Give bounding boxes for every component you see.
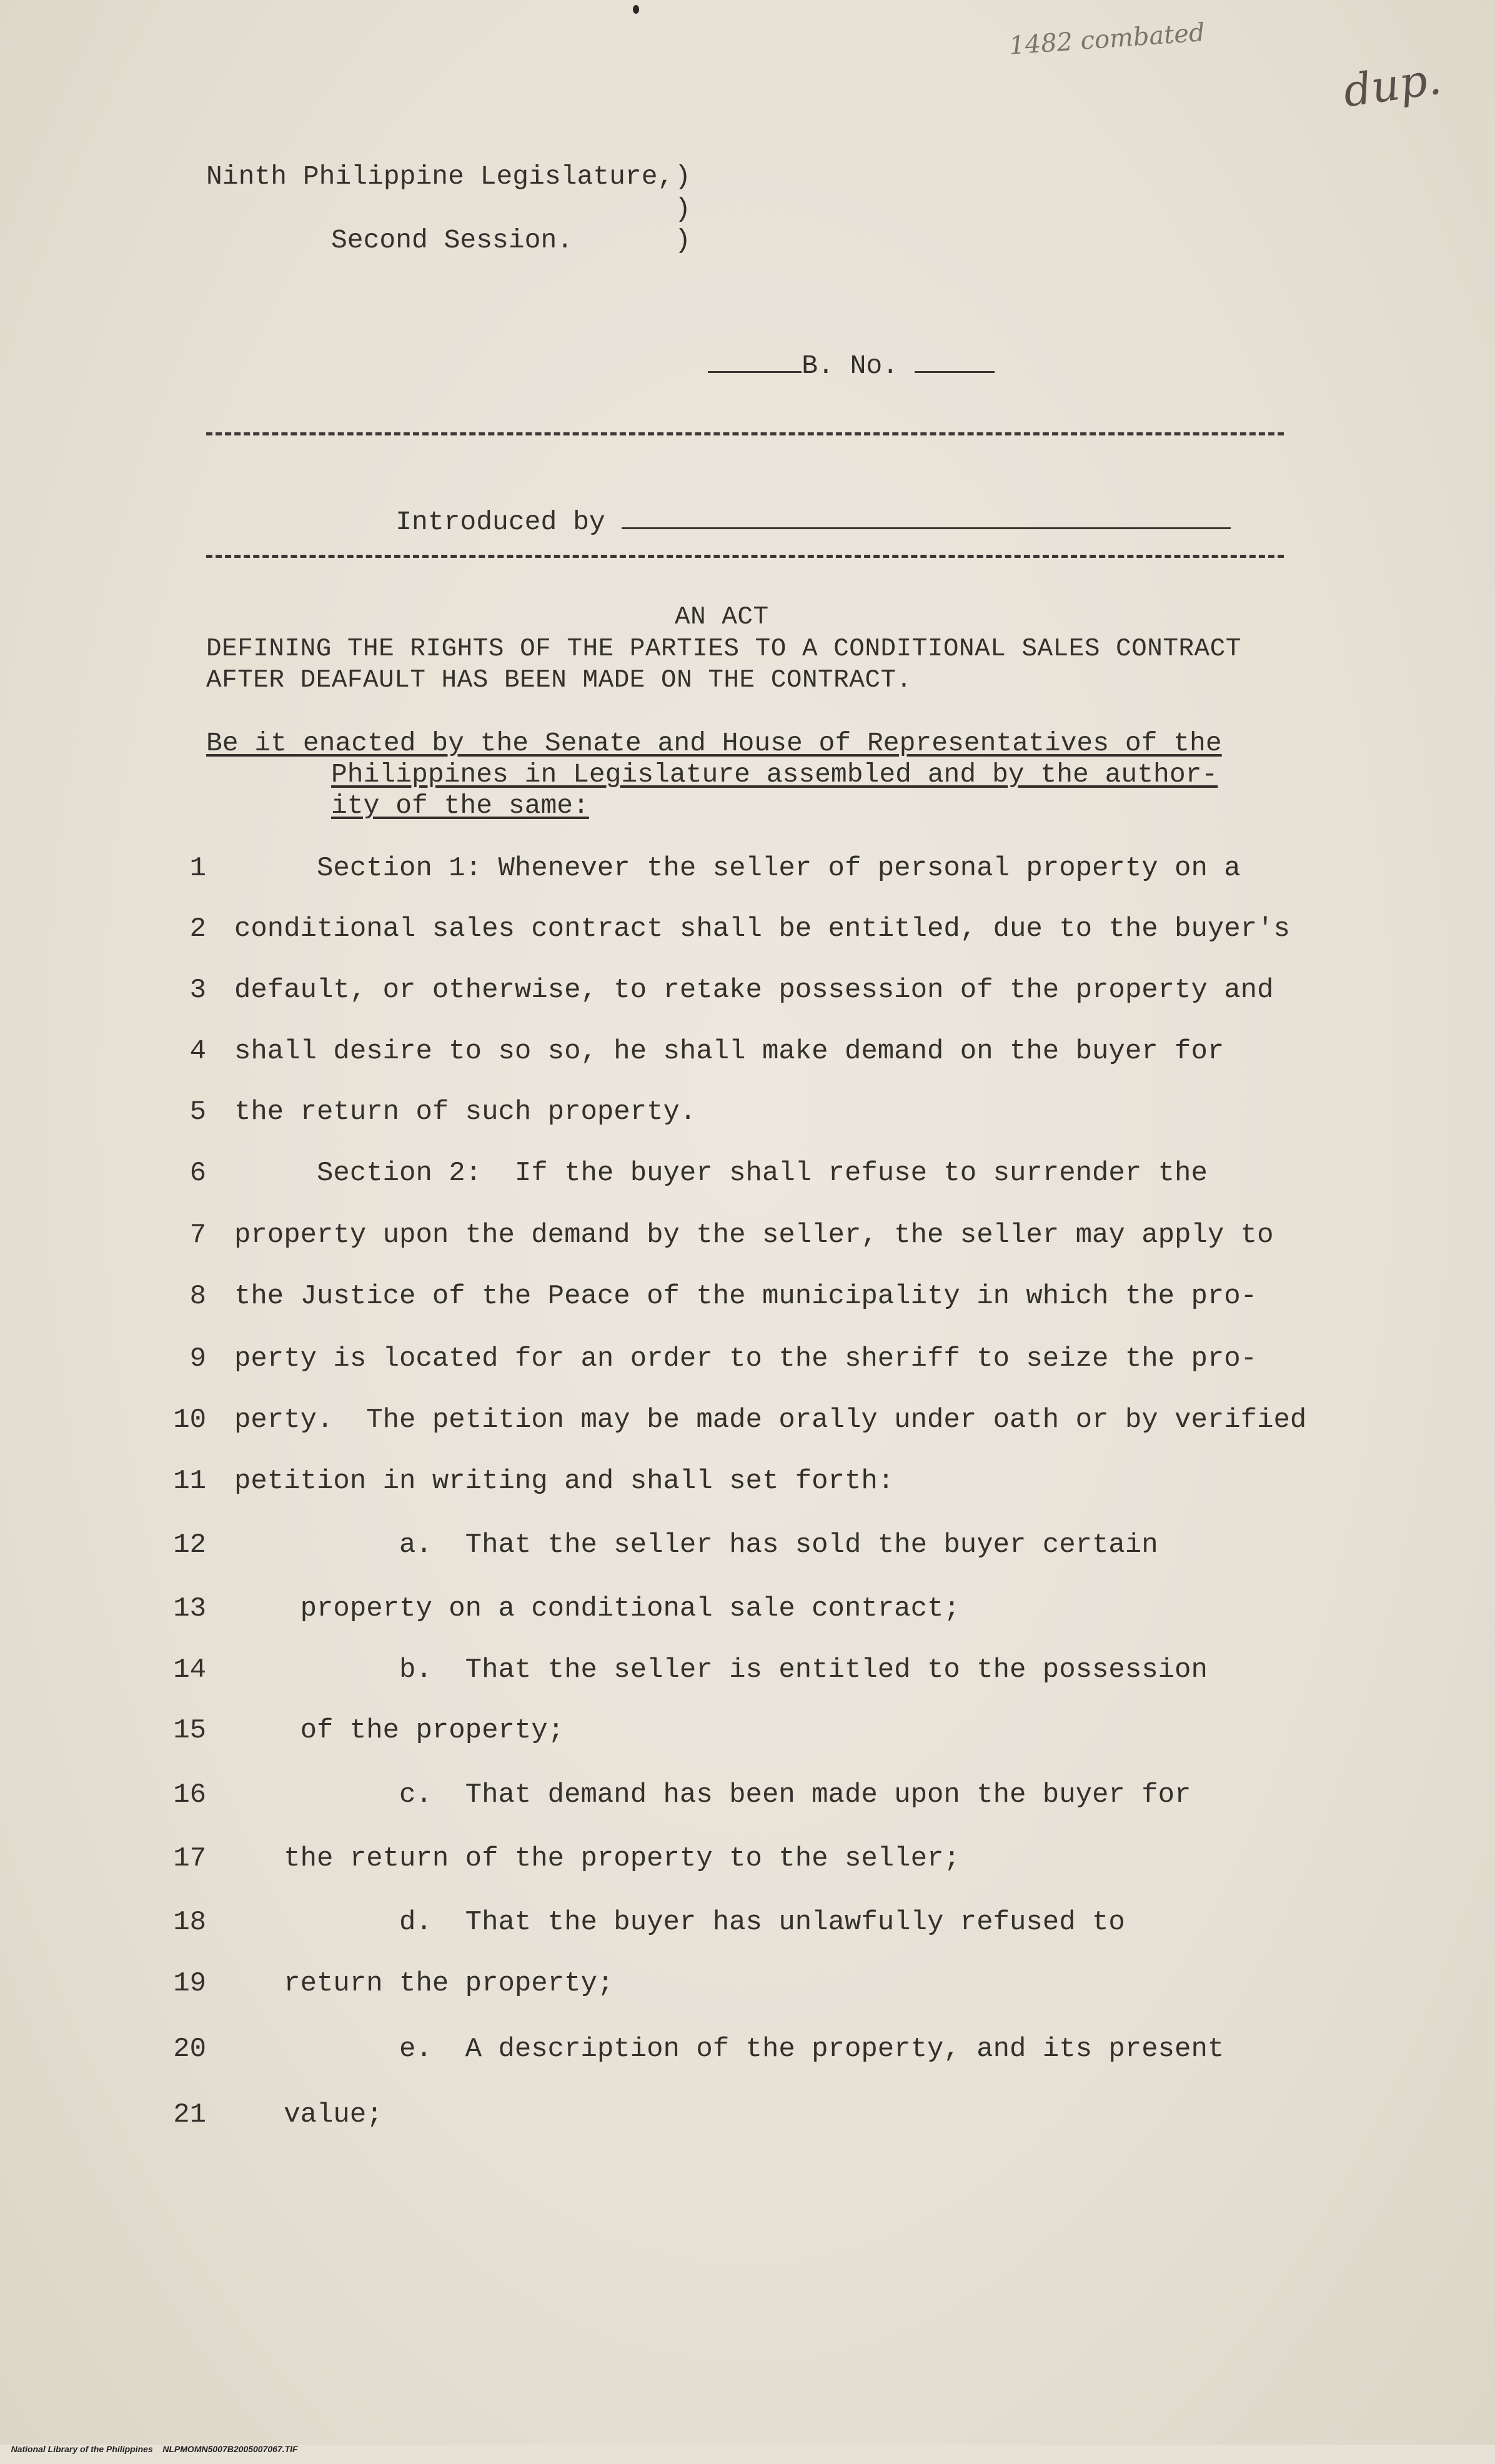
handwritten-note-top: 1482 combated [1008, 18, 1206, 61]
divider-bottom [206, 555, 1284, 558]
line-number: 14 [173, 1654, 206, 1686]
bill-text-line: Section 1: Whenever the seller of personal property on a [234, 853, 1241, 884]
bill-text-line: perty is located for an order to the sheriff to seize the pro- [234, 1343, 1258, 1374]
bill-number-label: B. No. [802, 350, 899, 381]
line-number: 3 [189, 975, 206, 1006]
archive-name: National Library of the Philippines [11, 2444, 153, 2454]
line-number: 16 [173, 1779, 206, 1811]
bill-text-line: the return of the property to the seller; [234, 1843, 960, 1874]
bill-text-line: d. That the buyer has unlawfully refused to [234, 1907, 1125, 1938]
line-number: 10 [173, 1404, 206, 1436]
bill-text-line: shall desire to so so, he shall make demand on the buyer for [234, 1036, 1224, 1067]
file-id: NLPMOMN5007B2005007067.TIF [162, 2444, 298, 2454]
bill-text-line: petition in writing and shall set forth: [234, 1466, 895, 1497]
bill-text-line: default, or otherwise, to retake possession of the property and [234, 975, 1274, 1006]
bill-text-line: b. That the seller is entitled to the possession [234, 1654, 1208, 1686]
bill-type-blank [708, 371, 802, 373]
bill-text-line: Section 2: If the buyer shall refuse to surrender the [234, 1158, 1208, 1189]
bill-text-line: conditional sales contract shall be entitled, due to the buyer's [234, 913, 1290, 945]
bill-text-line: c. That demand has been made upon the buyer for [234, 1779, 1191, 1811]
bill-number-line [643, 320, 995, 412]
ink-dot [633, 5, 639, 14]
line-number: 2 [189, 913, 206, 945]
introduced-label: Introduced by [395, 507, 605, 537]
line-number: 11 [173, 1466, 206, 1497]
line-number: 18 [173, 1907, 206, 1938]
line-number: 6 [189, 1158, 206, 1189]
bill-text-line: the Justice of the Peace of the municipality in which the pro- [234, 1281, 1258, 1312]
line-number: 19 [173, 1968, 206, 1999]
bracket-1: ) [675, 161, 691, 192]
archive-footer [1, 2434, 298, 2464]
line-number: 13 [173, 1593, 206, 1624]
introduced-line [331, 476, 1231, 568]
enacting-clause-line-2: Philippines in Legislature assembled and by the author- [331, 759, 1218, 790]
divider-top [206, 432, 1284, 435]
bill-text-line: a. That the seller has sold the buyer certain [234, 1529, 1158, 1561]
line-number: 15 [173, 1715, 206, 1746]
act-title-line-1: DEFINING THE RIGHTS OF THE PARTIES TO A CONDITIONAL SALES CONTRACT [206, 635, 1241, 663]
bill-text-line: perty. The petition may be made orally under oath or by verified [234, 1404, 1307, 1436]
introduced-blank [622, 527, 1231, 529]
bill-text-line: property on a conditional sale contract; [234, 1593, 960, 1624]
bill-text-line: e. A description of the property, and its present [234, 2034, 1224, 2065]
bracket-3: ) [675, 225, 691, 256]
line-number: 9 [189, 1343, 206, 1374]
line-number: 12 [173, 1529, 206, 1561]
line-number: 7 [189, 1220, 206, 1251]
line-number: 4 [189, 1036, 206, 1067]
bill-text-line: property upon the demand by the seller, the seller may apply to [234, 1220, 1274, 1251]
bill-text-line: value; [234, 2099, 383, 2130]
bill-text-line: return the property; [234, 1968, 614, 1999]
line-number: 20 [173, 2034, 206, 2065]
act-title-line-2: AFTER DEAFAULT HAS BEEN MADE ON THE CONTRACT. [206, 666, 912, 695]
enacting-clause-line-1: Be it enacted by the Senate and House of Representatives of the [206, 728, 1222, 758]
line-number: 8 [189, 1281, 206, 1312]
line-number: 1 [189, 853, 206, 884]
line-number: 17 [173, 1843, 206, 1874]
enacting-clause-line-3: ity of the same: [331, 790, 589, 821]
bill-number-blank [915, 371, 995, 373]
act-heading: AN ACT [675, 603, 769, 632]
bill-text-line: of the property; [234, 1715, 565, 1746]
line-number: 21 [173, 2099, 206, 2130]
line-number: 5 [189, 1096, 206, 1128]
handwritten-note-corner: dup. [1340, 52, 1444, 117]
session-line: Second Session. [331, 225, 574, 256]
bracket-2: ) [675, 194, 691, 224]
bill-text-line: the return of such property. [234, 1096, 697, 1128]
legislature-line: Ninth Philippine Legislature, [206, 161, 674, 192]
